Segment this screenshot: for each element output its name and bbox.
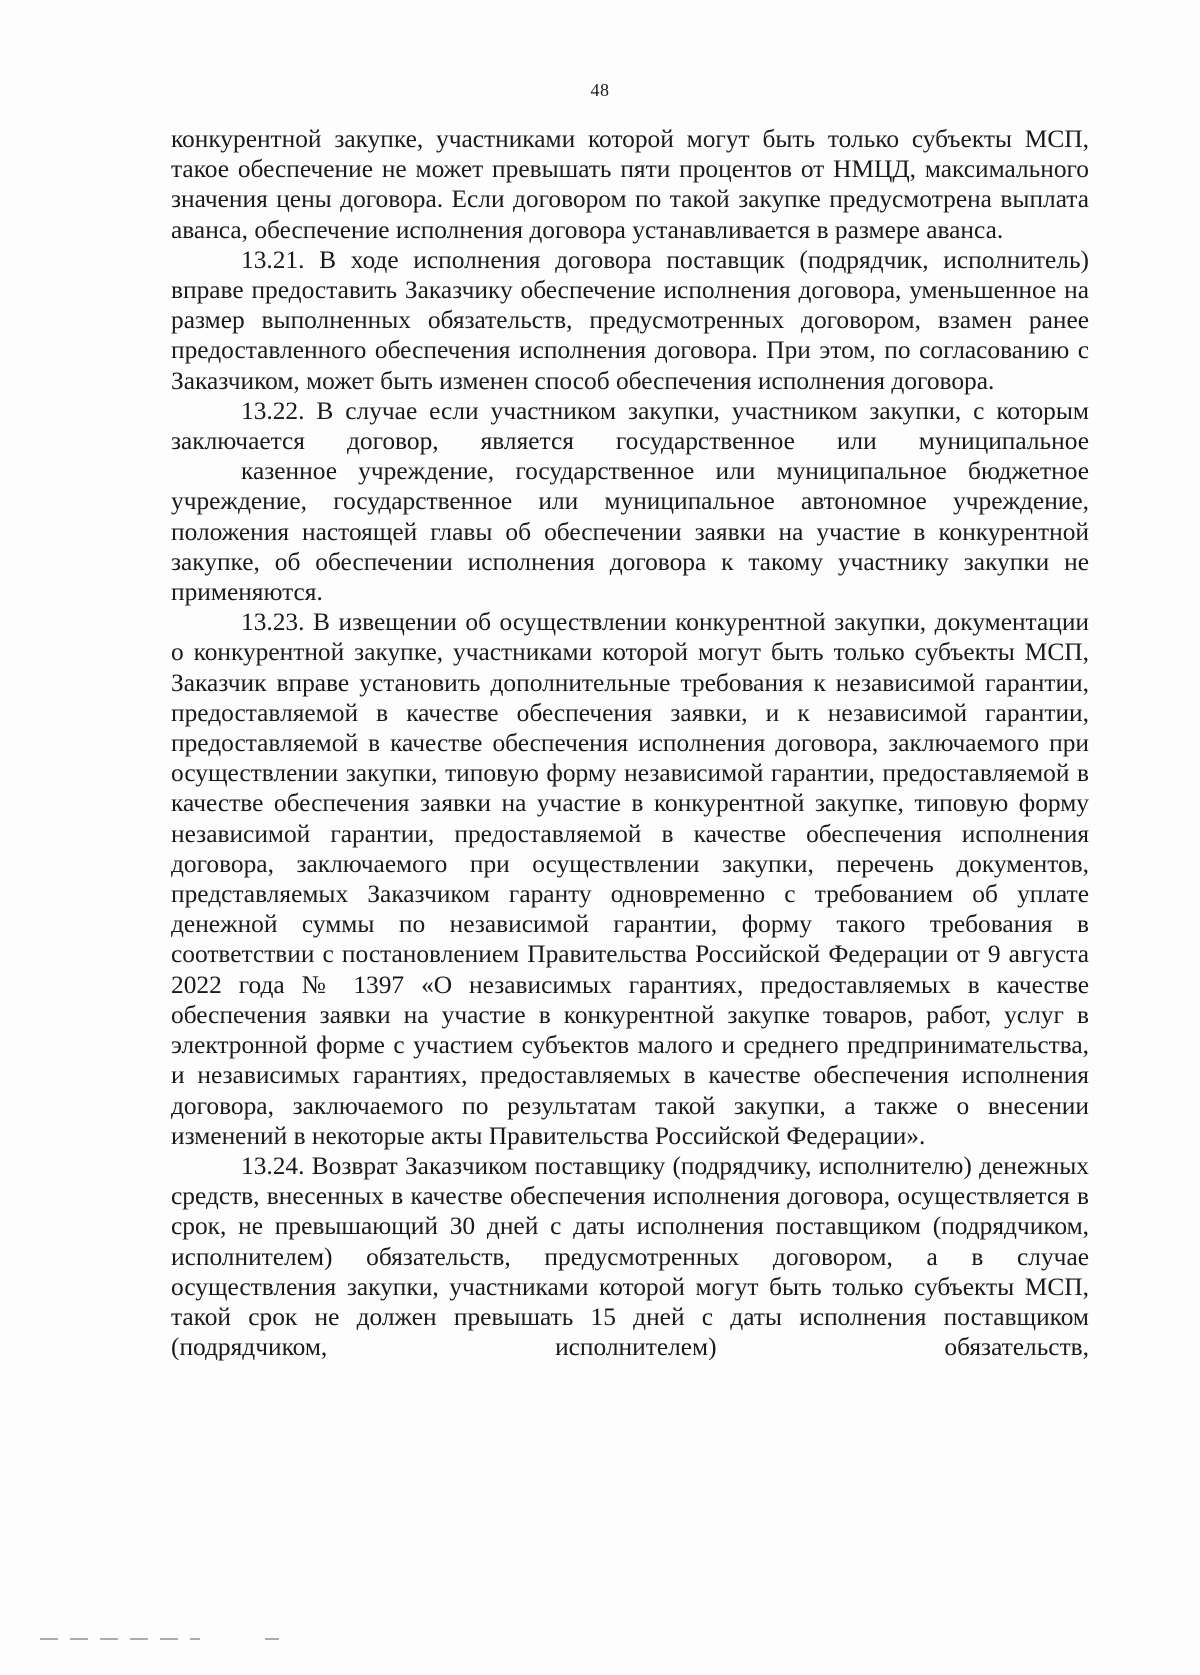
paragraph-13-24: 13.24. Возврат Заказчиком поставщику (подрядчику, исполнителю) денежных средств, внесенных в качестве обеспечения исполнения договора, осуществляется в срок, не превышающий 30 дней с даты исполнения поставщиком (подрядчиком, исполнителем) обязательств, предусмотренных договором, а в случае осуществления закупки, участниками которой могут быть только субъекты МСП, такой срок не должен превышать 15 дней с даты исполнения поставщиком (подрядчиком, исполнителем) обязательств, <box>171 1151 1089 1362</box>
page-number: 48 <box>590 80 610 100</box>
paragraph-13-23: 13.23. В извещении об осуществлении конкурентной закупки, документации о конкурентной закупке, участниками которой могут быть только субъекты МСП, Заказчик вправе установить дополнительные требования к независимой гарантии, предоставляемой в качестве обеспечения заявки, и к независимой гарантии, предоставляемой в качестве обеспечения исполнения договора, заключаемого при осуществлении закупки, типовую форму независимой гарантии, предоставляемой в качестве обеспечения заявки на участие в конкурентной закупке, типовую форму независимой гарантии, предоставляемой в качестве обеспечения исполнения договора, заключаемого при осуществлении закупки, перечень документов, представляемых Заказчиком гаранту одновременно с требованием об уплате денежной суммы по независимой гарантии, форму такого требования в соответствии с постановлением Правительства Российской Федерации от 9 августа 2022 года № 1397 «О независимых гарантиях, предоставляемых в качестве обеспечения заявки на участие в конкурентной закупке товаров, работ, услуг в электронной форме с участием субъектов малого и среднего предпринимательства, и независимых гарантиях, предоставляемых в качестве обеспечения исполнения договора, заключаемого по результатам такой закупки, а также о внесении изменений в некоторые акты Правительства Российской Федерации». <box>171 608 1089 1150</box>
scan-artifact-small <box>265 1638 279 1640</box>
paragraph-13-22-part1: 13.22. В случае если участником закупки, участником закупки, с которым заключается договор, является государственное или муниципальное <box>171 396 1089 456</box>
paragraph-13-21: 13.21. В ходе исполнения договора поставщик (подрядчик, исполнитель) вправе предоставить Заказчику обеспечение исполнения договора, уменьшенное на размер выполненных обязательств, предусмотренных договором, взамен ранее предоставленного обеспечения исполнения договора. При этом, по согласованию с Заказчиком, может быть изменен способ обеспечения исполнения договора. <box>171 245 1089 395</box>
document-body <box>171 124 1089 1362</box>
scan-artifact <box>40 1638 200 1640</box>
paragraph-13-22-part2: казенное учреждение, государственное или муниципальное бюджетное учреждение, государственное или муниципальное автономное учреждение, положения настоящей главы об обеспечении заявки на участие в конкурентной закупке, об обеспечении исполнения договора к такому участнику закупки не применяются. <box>171 457 1089 607</box>
paragraph-continued: конкурентной закупке, участниками которой могут быть только субъекты МСП, такое обеспечение не может превышать пяти процентов от НМЦД, максимального значения цены договора. Если договором по такой закупке предусмотрена выплата аванса, обеспечение исполнения договора устанавливается в размере аванса. <box>171 125 1089 244</box>
